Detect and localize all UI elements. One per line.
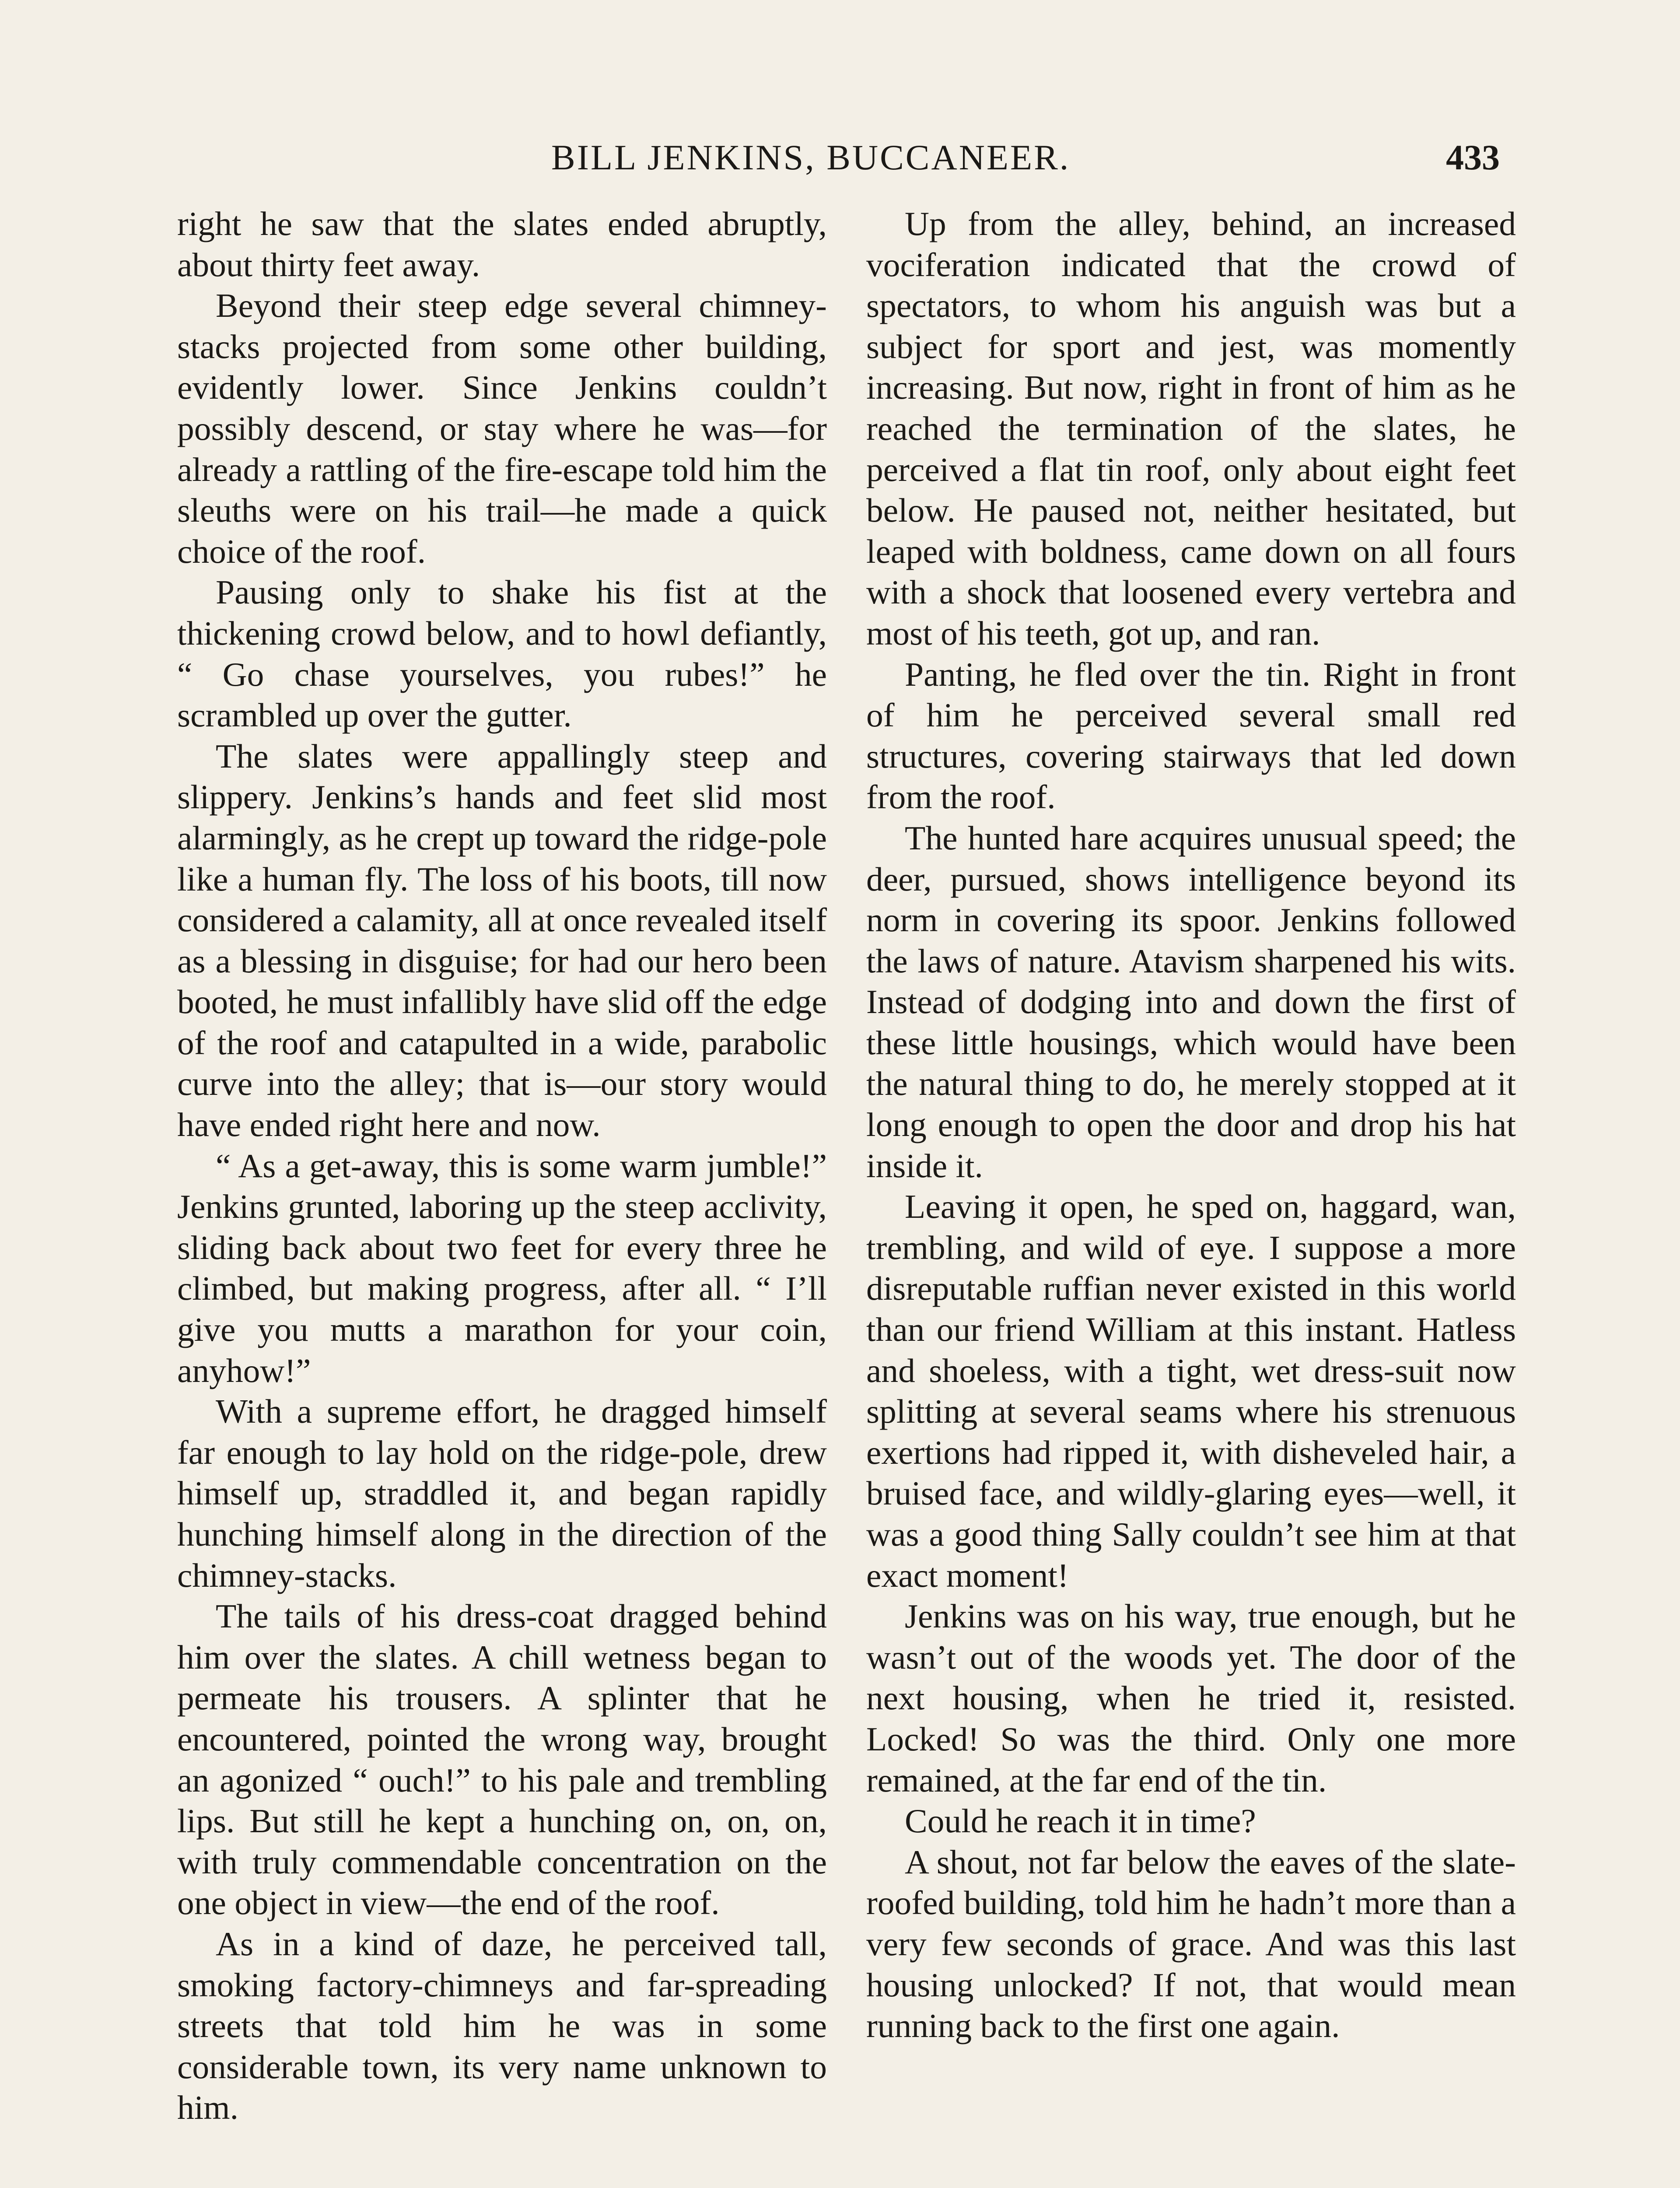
paragraph: right he saw that the slates ended abruptly, about thirty feet away. bbox=[177, 205, 827, 284]
paragraph: Pausing only to shake his fist at the thickening crowd below, and to howl defiantly, “ Go chase yourselves, you rubes!” he scrambled up over the gutter. bbox=[177, 573, 827, 734]
paragraph: Panting, he fled over the tin. Right in front of him he perceived several small red structures, covering stairways that led down from the roof. bbox=[866, 655, 1516, 816]
paragraph: Beyond their steep edge several chimney-stacks projected from some other building, evidently lower. Since Jenkins couldn’t possibly descend, or stay where he was—for already a rattling of the fire-escape told him the sleuths were on his trail—he made a quick choice of the roof. bbox=[177, 287, 827, 570]
paragraph: “ As a get-away, this is some warm jumble!” Jenkins grunted, laboring up the steep acclivity, sliding back about two feet for every three he climbed, but making progress, after all. “ I’ll give you mutts a marathon for your coin, anyhow!” bbox=[177, 1147, 827, 1389]
paragraph: Could he reach it in time? bbox=[905, 1802, 1256, 1840]
paragraph: Leaving it open, he sped on, haggard, wan, trembling, and wild of eye. I suppose a more disreputable ruffian never existed in this world than our friend William at this instant. Hatless and shoeless, with a tight, wet dress-suit now splitting at several seams where his strenuous exertions had ripped it, with disheveled hair, a bruised face, and wildly-glaring eyes—well, it was a good thing Sally couldn’t see him at that exact moment! bbox=[866, 1188, 1516, 1594]
paragraph: The tails of his dress-coat dragged behind him over the slates. A chill wetness began to permeate his trousers. A splinter that he encountered, pointed the wrong way, brought an agonized “ ouch!” to his pale and trembling lips. But still he kept a hunching on, on, on, with truly commendable concentration on the one object in view—the end of the roof. bbox=[177, 1597, 827, 1922]
right-column bbox=[866, 203, 1516, 2047]
running-head bbox=[0, 131, 1680, 184]
paragraph: Up from the alley, behind, an increased vociferation indicated that the crowd of spectators, to whom his anguish was but a subject for sport and jest, was momently increasing. But now, right in front of him as he reached the termination of the slates, he perceived a flat tin roof, only about eight feet below. He paused not, neither hesitated, but leaped with boldness, came down on all fours with a shock that loosened every vertebra and most of his teeth, got up, and ran. bbox=[866, 205, 1516, 652]
paragraph: The hunted hare acquires unusual speed; the deer, pursued, shows intelligence beyond its norm in covering its spoor. Jenkins followed the laws of nature. Atavism sharpened his wits. Instead of dodging into and down the first of these little housings, which would have been the natural thing to do, he merely stopped at it long enough to open the door and drop his hat inside it. bbox=[866, 819, 1516, 1185]
paragraph: A shout, not far below the eaves of the slate-roofed building, told him he hadn’t more than a very few seconds of grace. And was this last housing unlocked? If not, that would mean running back to the first one again. bbox=[866, 1843, 1516, 2045]
running-title: BILL JENKINS, BUCCANEER. bbox=[551, 137, 1071, 177]
paragraph: Jenkins was on his way, true enough, but he wasn’t out of the woods yet. The door of the next housing, when he tried it, resisted. Locked! So was the third. Only one more remained, at the far end of the tin. bbox=[866, 1597, 1516, 1799]
paragraph: As in a kind of daze, he perceived tall, smoking factory-chimneys and far-spreading streets that told him he was in some considerable town, its very name unknown to him. bbox=[177, 1925, 827, 2127]
paragraph: The slates were appallingly steep and slippery. Jenkins’s hands and feet slid most alarmingly, as he crept up toward the ridge-pole like a human fly. The loss of his boots, till now considered a calamity, all at once revealed itself as a blessing in disguise; for had our hero been booted, he must infallibly have slid off the edge of the roof and catapulted in a wide, parabolic curve into the alley; that is—our story would have ended right here and now. bbox=[177, 737, 827, 1144]
page-number: 433 bbox=[1446, 137, 1500, 177]
left-column bbox=[177, 203, 827, 2128]
paragraph: With a supreme effort, he dragged himself far enough to lay hold on the ridge-pole, drew himself up, straddled it, and began rapidly hunching himself along in the direction of the chimney-stacks. bbox=[177, 1392, 827, 1594]
